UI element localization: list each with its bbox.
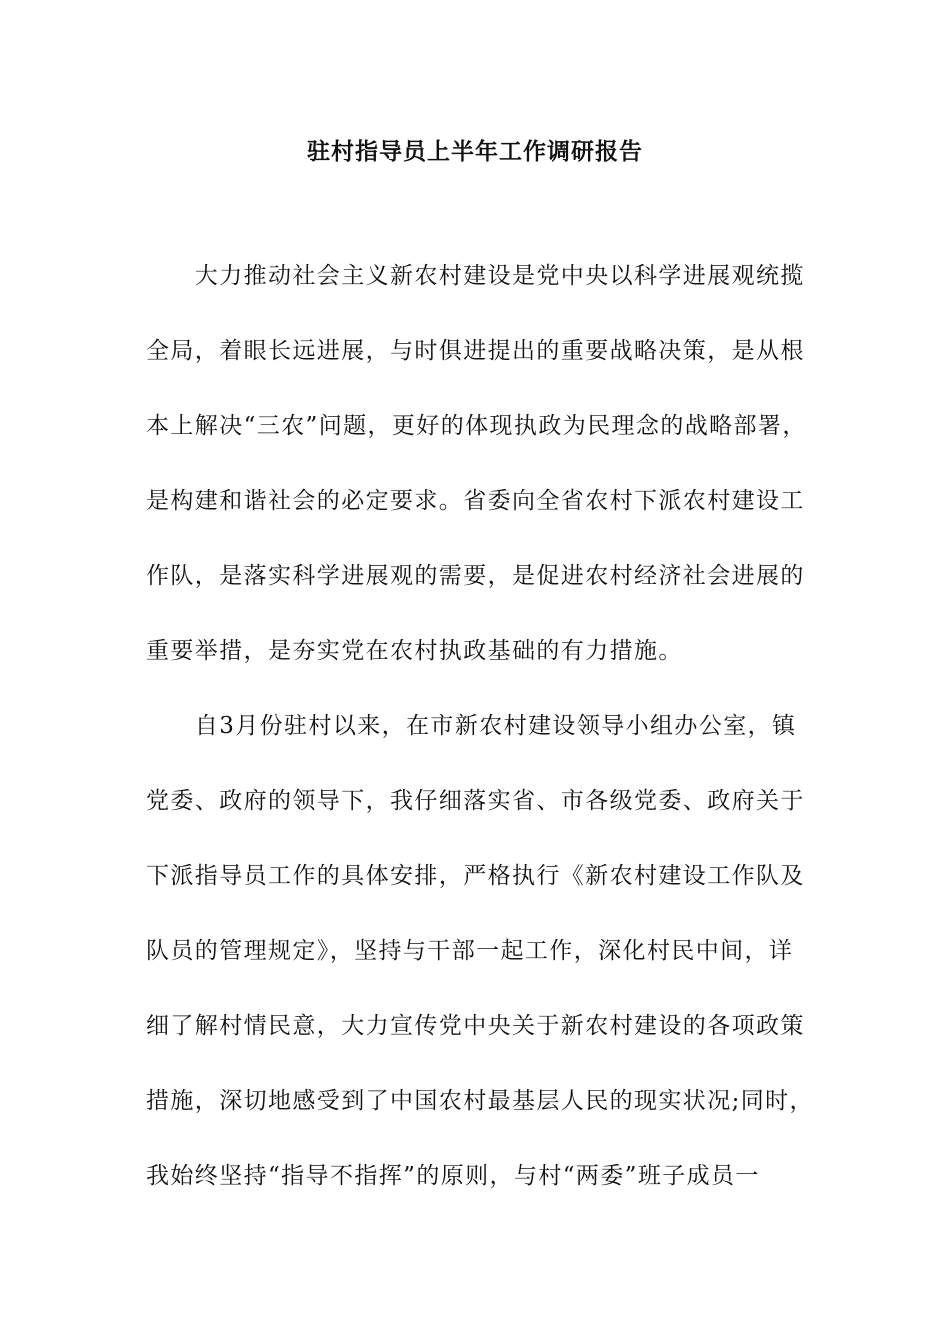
body-line: 全局，着眼长远进展，与时俱进提出的重要战略决策，是从根	[146, 338, 805, 364]
body-line: 本上解决“三农”问题，更好的体现执政为民理念的战略部署，	[146, 413, 807, 439]
body-line: 大力推动社会主义新农村建设是党中央以科学进展观统揽	[146, 263, 805, 289]
body-line: 队员的管理规定》，坚持与干部一起工作，深化村民中间，详	[146, 938, 794, 964]
body-line: 我始终坚持“指导不指挥”的原则，与村“两委”班子成员一	[146, 1163, 760, 1189]
body-line: 作队，是落实科学进展观的需要，是促进农村经济社会进展的	[146, 563, 805, 589]
body-line: 细了解村情民意，大力宣传党中央关于新农村建设的各项政策	[146, 1013, 805, 1039]
body-line: 是构建和谐社会的必定要求。省委向全省农村下派农村建设工	[146, 488, 805, 514]
body-line: 重要举措，是夯实党在农村执政基础的有力措施。	[146, 638, 683, 664]
body-line: 党委、政府的领导下，我仔细落实省、市各级党委、政府关于	[146, 788, 805, 814]
body-line: 下派指导员工作的具体安排，严格执行《新农村建设工作队及	[146, 863, 805, 889]
body-line: 自3月份驻村以来，在市新农村建设领导小组办公室，镇	[146, 713, 797, 739]
document-title: 驻村指导员上半年工作调研报告	[307, 139, 643, 165]
body-line: 措施，深切地感受到了中国农村最基层人民的现实状况;同时，	[146, 1088, 814, 1114]
